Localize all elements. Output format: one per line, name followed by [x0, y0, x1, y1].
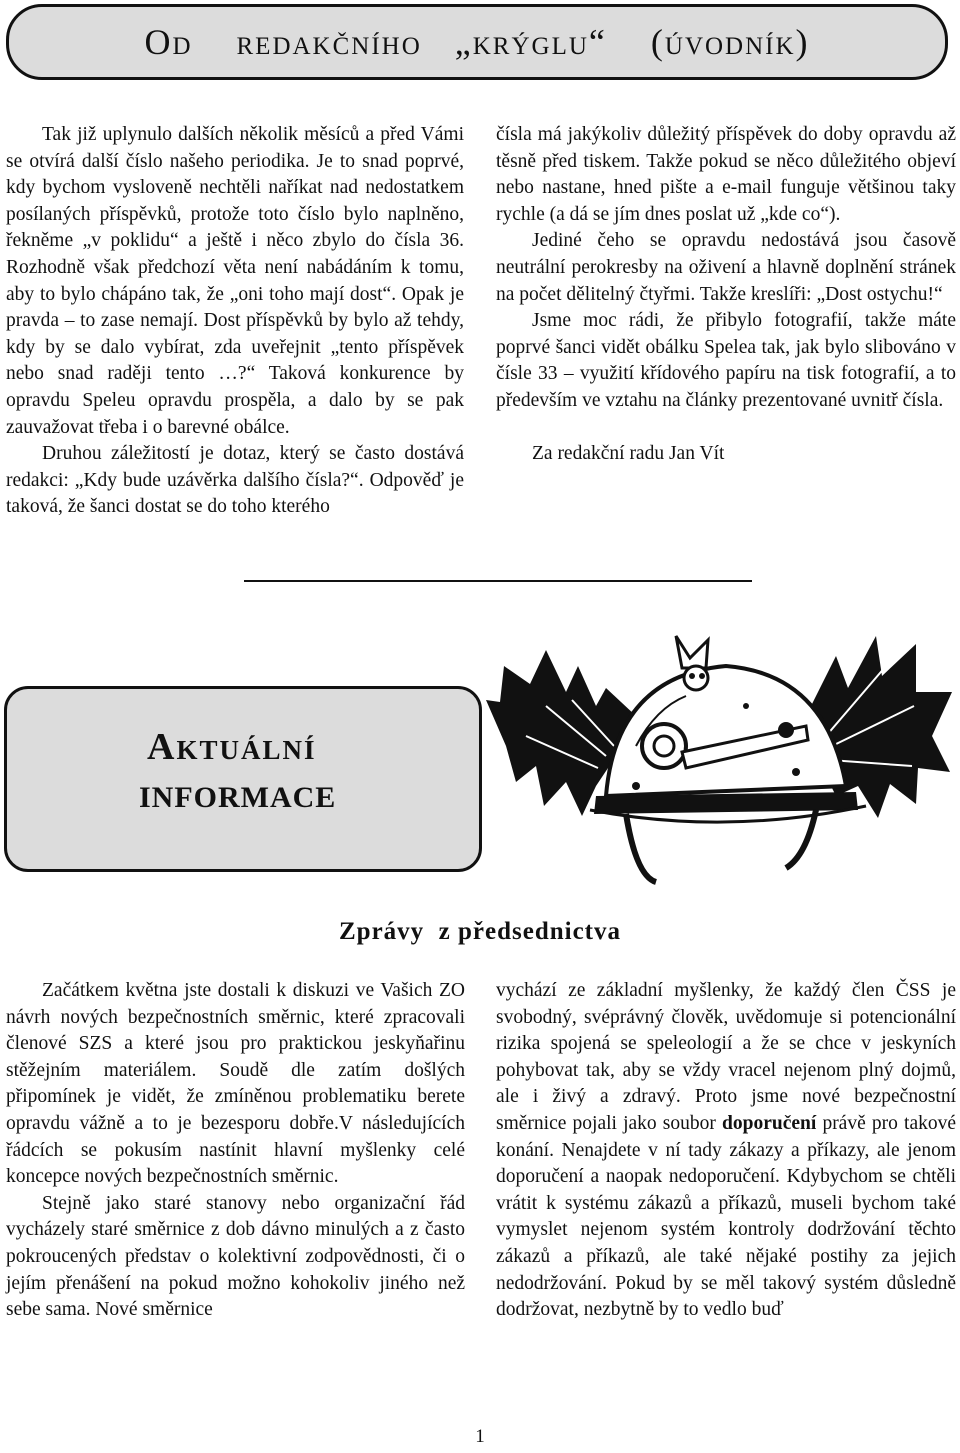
news-text: vychází ze základní myšlenky, že každý člen ČSS je svobodný, svéprávný člověk, uvědomuje si potencionální rizika spojená se speleologií a že se chce v jeskyních pohybovat tak, aby se vždy vracel nejenom plný dojmů, ale i živý a zdravý. Proto jsme nové bezpečnostní směrnice pojali jako soubor [496, 980, 956, 1134]
news-paragraph: Začátkem května jste dostali k diskuzi ve Vašich ZO návrh nových bezpečnostních směrnic, které zpracovali členové SZS a které jsou pro praktickou jeskyňařinu stěžejním materiálem. Soudě dle zatím došlých připomínek je vidět, že zmíněnou problematiku berete opravdu vážně a to je bezesporu dobře.V následujících řádcích se pokusím nastínit hlavní myšlenky celé koncepce nových bezpečnostních směrnic. [6, 980, 465, 1188]
title-banner [6, 4, 948, 80]
info-box [4, 686, 482, 872]
section-divider [244, 580, 752, 582]
editorial-paragraph: Tak již uplynulo dalších několik měsíců a před Vámi se otvírá další číslo našeho periodika. Je to snad poprvé, kdy bychom vysloveně nechtěli naříkat nad nedostatkem posílaných příspěvků, protože toto číslo bylo naplněno, řekněme „v poklidu“ a ještě i něco zbylo do čísla 36. Rozhodně však předchozí věta není nabádáním k tomu, aby to bylo chápáno tak, že „oni toho mají dost“. Opak je pravda – to zase nemají. Dost příspěvků by bylo až tehdy, kdy by se dalo vybírat, zda uveřejnit „tento příspěvek nebo snad raději tento …?“ Taková konkurence by opravdu Speleu opravdu prospěla, a dalo by se pak zauvažovat třeba i o barevné obálce. [6, 124, 464, 438]
bat-helmet-illustration [486, 596, 960, 896]
editorial-paragraph: Jediné čeho se opravdu nedostává jsou časově neutrální perokresby na oživení a hlavně doplnění stránek na počet dělitelný čtyřmi. Takže kreslíři: „Dost ostychu!“ [496, 230, 956, 305]
editorial-paragraph: Jsme moc rádi, že přibylo fotografií, takže máte poprvé šanci vidět obálku Spelea tak, jak bylo slibováno v čísle 33 – využití křídového papíru na tisk fotografií, a to především ve vztahu na články prezentované uvnitř čísla. [496, 310, 956, 411]
news-column-left [6, 978, 465, 1324]
banner-title: Od redakčního „krýglu“ (úvodník) [144, 22, 810, 62]
news-text: právě pro takové konání. Nenajdete v ní tady zákazy a příkazy, ale jenom doporučení a naopak nedoporučení. Kdybychom se chtěli vrátit k systému zákazů a příkazů, museli bychom také vymyslet nejenom systém kontroly dodržování těchto zákazů a příkazů, ale také nějaké postihy za jejich nedodržování. Pokud by se měl takový systém důsledně dodržovat, nezbytně by to vedlo buď [496, 1112, 957, 1321]
editorial-paragraph: čísla má jakýkoliv důležitý příspěvek do doby opravdu až těsně před tiskem. Takže pokud se něco důležitého objeví nebo nastane, hned pište a e-mail funguje většinou taky rychle (a dá se jím dnes poslat už „kde co“). [496, 124, 956, 225]
editorial-signature: Za redakční radu Jan Vít [532, 442, 725, 464]
editorial-column-left [6, 122, 464, 521]
section-title: Zprávy z předsednictva [338, 918, 622, 945]
editorial-paragraph: Druhou záležitostí je dotaz, který se často dostává redakci: „Kdy bude uzávěrka dalšího čísla?“. Odpověď je taková, že šanci dostat se do toho kterého [6, 443, 464, 518]
info-box-title: Aktuální [147, 726, 317, 768]
editorial-column-right [496, 122, 956, 467]
news-paragraph [496, 978, 956, 1324]
news-column-right [496, 978, 956, 1324]
info-box-subtitle: INFORMACE [139, 781, 337, 814]
news-paragraph: Stejně jako staré stanovy nebo organizační řád vycházely staré směrnice z dob dávno minulých a z často pokroucených představ o kolektivní zodpovědnosti, či o jejím přenášení na pokud možno kohokoliv jiného než sebe sama. Nové směrnice [6, 1192, 465, 1321]
emphasized-term: doporučení [722, 1112, 817, 1134]
page-number: 1 [475, 1426, 485, 1447]
